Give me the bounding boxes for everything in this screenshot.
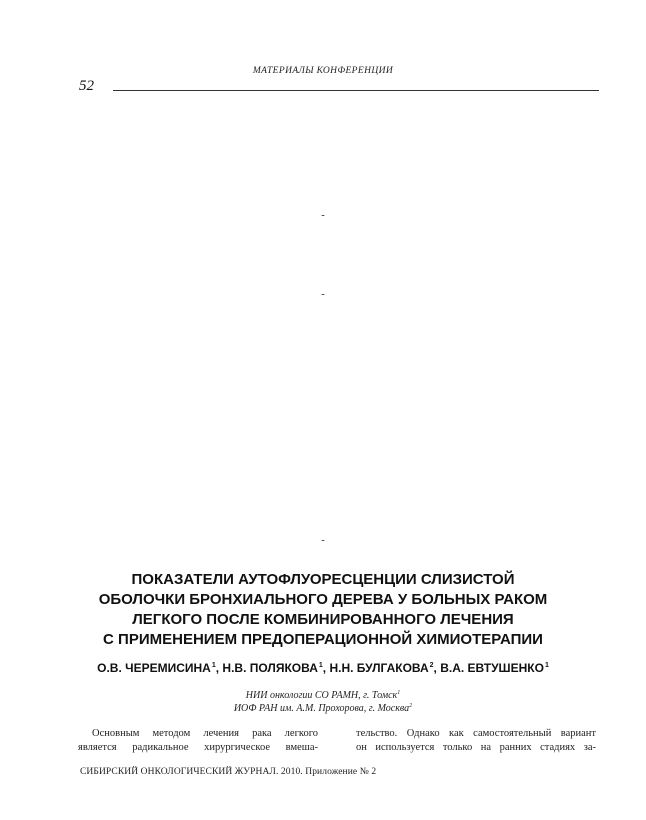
body-column-right: [356, 727, 596, 755]
affiliation-mark: 1: [397, 690, 401, 696]
title-line: ЛЕГКОГО ПОСЛЕ КОМБИНИРОВАННОГО ЛЕЧЕНИЯ: [132, 611, 514, 628]
body-column-left: [78, 727, 318, 755]
author-affiliation-mark: 1: [211, 662, 216, 669]
title-line: С ПРИМЕНЕНИЕМ ПРЕДОПЕРАЦИОННОЙ ХИМИОТЕРАПИИ: [103, 631, 543, 648]
separator-mark: -: [321, 210, 325, 221]
running-header: МАТЕРИАЛЫ КОНФЕРЕНЦИИ: [252, 66, 394, 76]
affiliation-mark: 2: [409, 703, 413, 709]
affiliation-text: НИИ онкологии СО РАМН, г. Томск: [245, 690, 398, 701]
affiliation: [0, 690, 646, 701]
title-line: ПОКАЗАТЕЛИ АУТОФЛУОРЕСЦЕНЦИИ СЛИЗИСТОЙ: [131, 571, 515, 588]
author-name: О.В. ЧЕРЕМИСИНА: [97, 661, 211, 675]
journal-footer: СИБИРСКИЙ ОНКОЛОГИЧЕСКИЙ ЖУРНАЛ. 2010. Приложение № 2: [80, 767, 377, 777]
article-title: [60, 570, 586, 650]
header-rule: [113, 90, 599, 91]
author-name: Н.В. ПОЛЯКОВА: [222, 661, 318, 675]
affiliation: [0, 703, 646, 714]
body-line: тельство. Однако как самостоятельный вариант: [356, 728, 596, 739]
body-line: является радикальное хирургическое вмеша-: [78, 742, 318, 753]
body-line: он используется только на ранних стадиях за-: [356, 742, 596, 753]
author-list: О.В. ЧЕРЕМИСИНА$^1$, Н.В. ПОЛЯКОВА$^1$, Н.Н. БУЛГАКОВА$^2$, В.А. ЕВТУШЕНКО$^1$: [97, 661, 549, 675]
author-affiliation-mark: 1: [318, 662, 323, 669]
page-number: 52: [79, 78, 94, 94]
separator-mark: -: [321, 535, 325, 546]
body-line: Основным методом лечения рака легкого: [92, 728, 318, 739]
title-line: ОБОЛОЧКИ БРОНХИАЛЬНОГО ДЕРЕВА У БОЛЬНЫХ РАКОМ: [98, 591, 548, 608]
author-affiliation-mark: 1: [544, 662, 549, 669]
author-name: Н.Н. БУЛГАКОВА: [329, 661, 429, 675]
affiliation-text: ИОФ РАН им. А.М. Прохорова, г. Москва: [233, 703, 410, 714]
author-affiliation-mark: 2: [429, 662, 434, 669]
separator-mark: -: [321, 289, 325, 300]
author-name: В.А. ЕВТУШЕНКО: [440, 661, 544, 675]
